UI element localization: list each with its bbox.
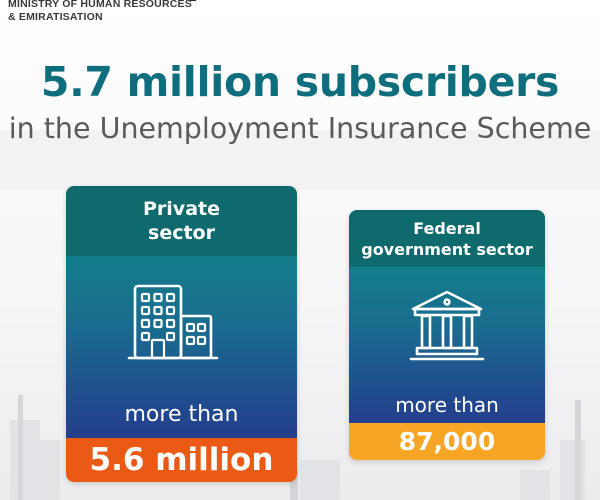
private-sector-value-bar [66,438,297,482]
headline-subtitle: in the Unemployment Insurance Scheme [8,112,592,145]
ministry-line-2: & EMIRATISATION [8,11,103,23]
federal-sector-value: 87,000 [398,427,496,456]
private-sector-body [66,256,297,438]
federal-sector-card [349,210,545,460]
federal-sector-title-text: Federal government sector [361,218,533,259]
office-building-icon [127,282,237,366]
private-sector-title [66,186,297,256]
federal-sector-qualifier: more than [395,393,499,417]
federal-sector-value-bar [349,423,545,460]
private-sector-qualifier: more than [124,402,239,427]
ministry-logo-text [8,0,192,24]
private-sector-value: 5.6 million [89,442,274,478]
federal-sector-body [349,267,545,423]
private-sector-card [66,186,297,482]
government-building-icon [409,289,485,365]
federal-sector-title [349,210,545,267]
private-sector-title-text: Private sector [143,198,220,244]
ministry-line-1: MINISTRY OF HUMAN RESOURCES [8,0,192,10]
headline-title: 5.7 million subscribers [40,58,560,106]
